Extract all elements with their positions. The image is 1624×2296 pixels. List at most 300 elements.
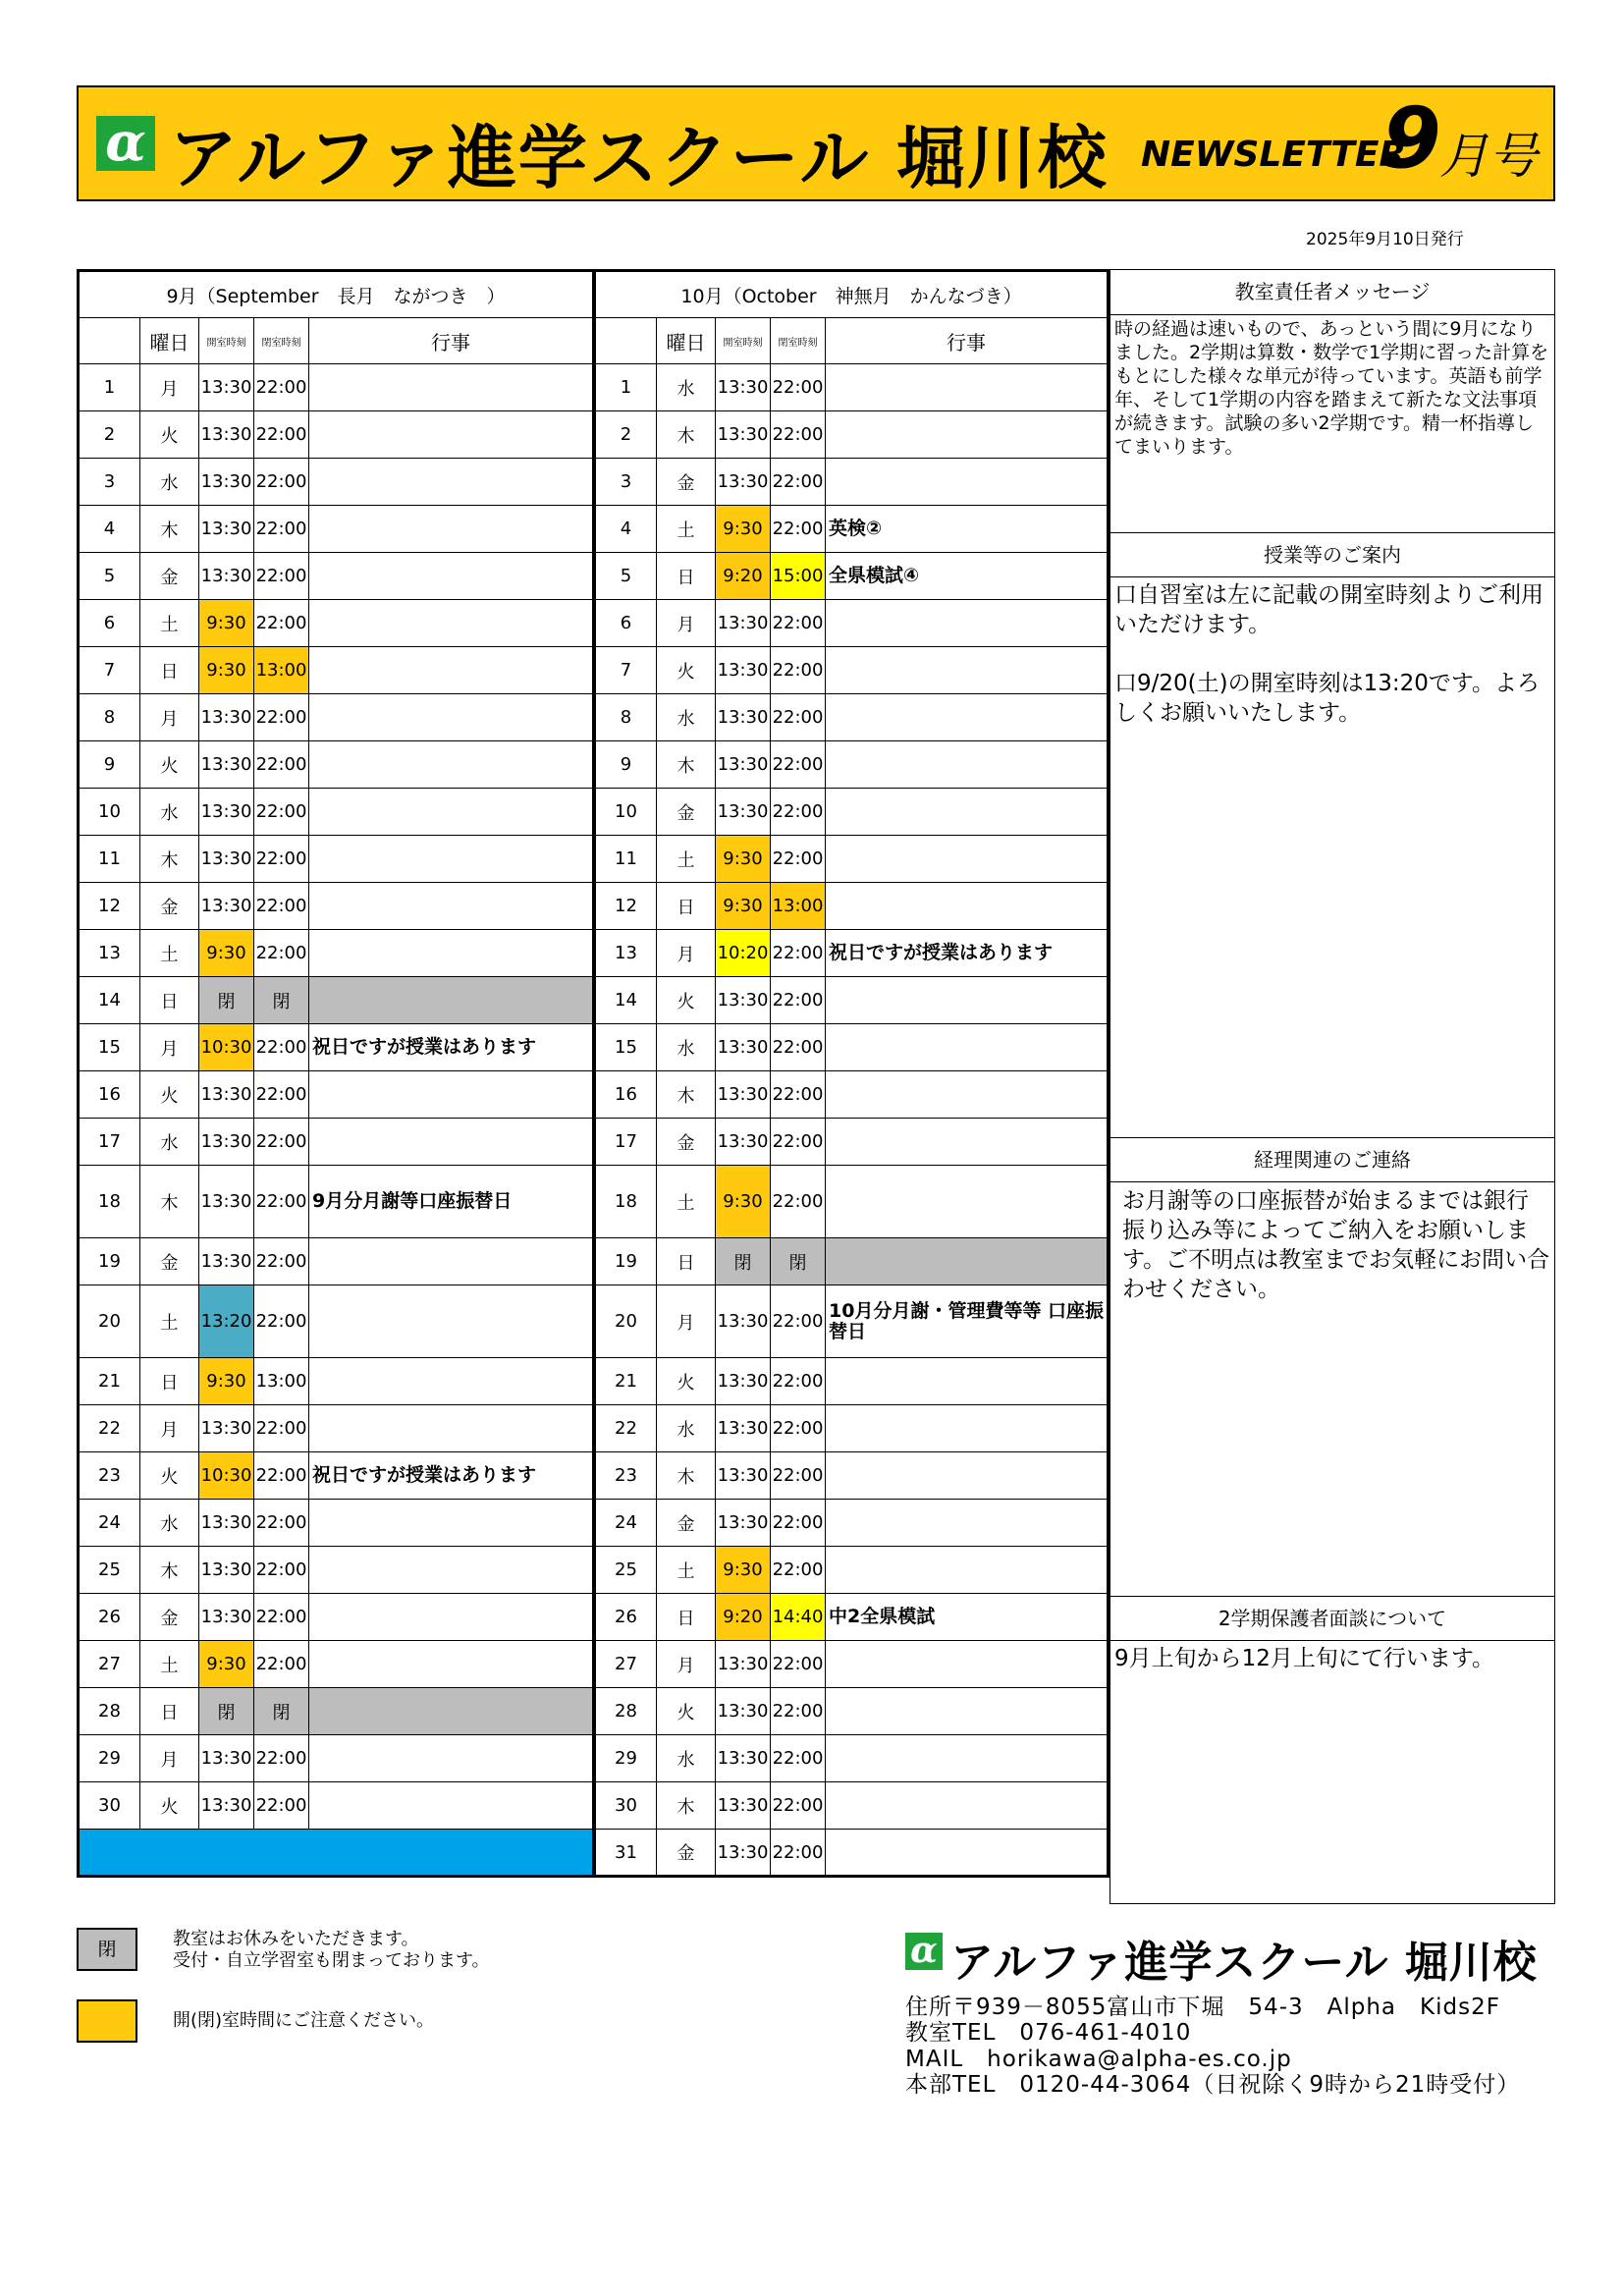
close-time: 22:00 [771,1024,826,1071]
newsletter-header [77,85,1555,201]
day-number: 13 [595,930,657,977]
meeting-title: 2学期保護者面談について [1110,1596,1554,1641]
close-time: 22:00 [771,1782,826,1830]
close-time: 22:00 [771,930,826,977]
day-number: 5 [79,553,140,600]
day-number: 30 [595,1782,657,1830]
event-text [309,1782,593,1830]
calendar-row [595,741,1109,789]
close-time: 22:00 [254,1166,309,1238]
open-time: 9:30 [716,836,771,883]
day-number: 14 [79,977,140,1024]
event-text [309,1594,593,1641]
event-text [309,789,593,836]
info-panel [1110,269,1555,1904]
weekday: 月 [657,600,716,647]
event-text [826,411,1109,459]
day-number: 25 [79,1547,140,1594]
calendar-row [595,1166,1109,1238]
day-number: 21 [595,1358,657,1405]
weekday: 火 [657,1688,716,1735]
day-number: 7 [79,647,140,694]
day-number: 8 [79,694,140,741]
weekday: 日 [657,1238,716,1285]
open-time: 13:30 [199,1500,254,1547]
month-number: 9 [1382,89,1441,188]
calendar-row [79,1071,593,1119]
weekday: 月 [140,364,199,411]
alpha-logo-icon: α [905,1933,943,1970]
day-number: 15 [79,1024,140,1071]
close-time: 22:00 [254,694,309,741]
close-time: 22:00 [771,1500,826,1547]
day-number: 1 [79,364,140,411]
day-number: 11 [79,836,140,883]
calendar-row [595,364,1109,411]
event-text [309,836,593,883]
weekday: 水 [657,364,716,411]
weekday: 土 [140,600,199,647]
weekday: 土 [657,836,716,883]
close-time: 22:00 [771,1641,826,1688]
weekday: 火 [140,741,199,789]
event-text [309,694,593,741]
close-time: 22:00 [771,647,826,694]
close-time: 22:00 [771,1285,826,1358]
open-time: 9:30 [716,1166,771,1238]
day-number: 3 [79,459,140,506]
newsletter-label: NEWSLETTER [1141,135,1407,175]
open-time: 13:30 [716,1500,771,1547]
day-header [595,318,657,364]
weekday: 水 [140,1500,199,1547]
open-time: 13:30 [716,1830,771,1877]
open-time: 9:30 [199,930,254,977]
calendar-row [79,1119,593,1166]
day-number: 27 [79,1641,140,1688]
open-time: 9:30 [716,1547,771,1594]
event-text [309,600,593,647]
event-text: 9月分月謝等口座振替日 [309,1166,593,1238]
message-body: 時の経過は速いもので、あっという間に9月になりました。2学期は算数・数学で1学期に習った計算をもとにした様々な単元が待っています。英語も前学年、そして1学期の内容を踏まえて新たな文法事項が続きます。試験の多い2学期です。精一杯指導してまいります。 [1114,318,1549,458]
close-time: 22:00 [771,1688,826,1735]
open-time: 10:20 [716,930,771,977]
open-time: 13:30 [716,741,771,789]
calendar-row [79,741,593,789]
open-time-header: 開室時刻 [199,318,254,364]
day-number: 2 [595,411,657,459]
close-time: 22:00 [254,459,309,506]
weekday: 土 [657,506,716,553]
close-time: 22:00 [771,1830,826,1877]
day-number: 3 [595,459,657,506]
event-text [309,1285,593,1358]
weekday-header: 曜日 [657,318,716,364]
close-time: 22:00 [254,1735,309,1782]
school-name: アルファ進学スクール 堀川校 [169,118,1109,198]
weekday: 木 [140,1166,199,1238]
open-time: 13:30 [716,1071,771,1119]
open-time-header: 開室時刻 [716,318,771,364]
day-number: 26 [79,1594,140,1641]
calendar-row [595,411,1109,459]
close-time: 22:00 [771,506,826,553]
day-number: 6 [79,600,140,647]
calendar-row [79,1452,593,1500]
weekday: 木 [657,1452,716,1500]
event-text [826,364,1109,411]
message-title: 教室責任者メッセージ [1110,270,1554,315]
open-time: 9:20 [716,553,771,600]
weekday: 日 [140,1688,199,1735]
day-number: 16 [595,1071,657,1119]
calendar-row [79,364,593,411]
open-time: 13:30 [199,506,254,553]
close-time: 22:00 [771,741,826,789]
close-time: 22:00 [771,1452,826,1500]
closed-legend-swatch: 閉 [77,1928,137,1971]
event-text [826,1547,1109,1594]
open-time: 9:30 [199,647,254,694]
october-rows [595,364,1109,1877]
accounting-body: お月謝等の口座振替が始まるまでは銀行振り込み等によってご納入をお願いします。ご不明点は教室までお気軽にお問い合わせください。 [1122,1188,1550,1302]
weekday: 日 [140,1358,199,1405]
september-rows [79,364,593,1877]
day-number: 15 [595,1024,657,1071]
open-time: 13:30 [716,411,771,459]
event-text [309,553,593,600]
calendar-row [595,1452,1109,1500]
open-time: 13:30 [199,1405,254,1452]
open-time: 9:30 [716,506,771,553]
close-time: 22:00 [254,1547,309,1594]
open-time: 13:30 [716,1285,771,1358]
open-time: 13:30 [716,647,771,694]
calendar-row [595,977,1109,1024]
close-time: 13:00 [254,647,309,694]
day-number: 28 [79,1688,140,1735]
close-time: 22:00 [254,506,309,553]
calendar-filler-row [79,1830,593,1877]
close-time: 22:00 [771,1735,826,1782]
event-text [826,1024,1109,1071]
calendar-row [595,1358,1109,1405]
calendar-row [595,1688,1109,1735]
close-time: 22:00 [254,364,309,411]
weekday: 木 [657,411,716,459]
day-number: 19 [79,1238,140,1285]
open-time: 13:30 [716,1641,771,1688]
close-time: 14:40 [771,1594,826,1641]
calendar-row [79,506,593,553]
weekday: 火 [140,1782,199,1830]
close-time: 22:00 [771,789,826,836]
weekday: 金 [140,553,199,600]
closed-legend-line2: 受付・自立学習室も閉まっております。 [173,1950,490,1971]
open-time: 13:30 [199,883,254,930]
open-time: 13:20 [199,1285,254,1358]
hours-legend-text: 開(閉)室時間にご注意ください。 [173,2010,435,2031]
close-time: 22:00 [254,1405,309,1452]
day-number: 21 [79,1358,140,1405]
day-number: 10 [595,789,657,836]
close-time: 閉 [771,1238,826,1285]
calendar-row [79,1166,593,1238]
weekday: 水 [657,694,716,741]
day-number: 2 [79,411,140,459]
event-text [309,1688,593,1735]
close-time: 22:00 [254,1594,309,1641]
close-time: 22:00 [771,836,826,883]
open-time: 13:30 [716,1024,771,1071]
event-text [309,364,593,411]
calendar-row [595,600,1109,647]
close-time: 22:00 [771,459,826,506]
event-text [309,1071,593,1119]
class-info-item: 口9/20(土)の開室時刻は13:20です。よろしくお願いいたします。 [1114,671,1541,726]
close-time: 閉 [254,977,309,1024]
weekday: 月 [140,1024,199,1071]
weekday: 木 [657,1071,716,1119]
day-number: 14 [595,977,657,1024]
open-time: 13:30 [199,836,254,883]
event-text [309,411,593,459]
event-text [826,1166,1109,1238]
events-header: 行事 [309,318,593,364]
weekday: 日 [657,553,716,600]
issue-date: 2025年9月10日発行 [1306,230,1464,249]
weekday: 火 [657,647,716,694]
day-number: 11 [595,836,657,883]
open-time: 13:30 [199,1735,254,1782]
close-time: 22:00 [254,1024,309,1071]
footer-hq-tel: 本部TEL 0120-44-3064（日祝除く9時から21時受付） [905,2072,1521,2098]
weekday: 水 [140,459,199,506]
calendar-row [595,883,1109,930]
close-time-header: 閉室時刻 [254,318,309,364]
day-number: 17 [79,1119,140,1166]
calendar-row [595,1119,1109,1166]
open-time: 13:30 [199,459,254,506]
alpha-logo-icon: α [96,116,155,171]
weekday: 金 [657,459,716,506]
meeting-body: 9月上旬から12月上旬にて行います。 [1114,1646,1495,1671]
calendar-row [79,836,593,883]
open-time: 13:30 [716,600,771,647]
day-number: 4 [79,506,140,553]
footer-mail: MAIL horikawa@alpha-es.co.jp [905,2047,1292,2072]
calendar-row [79,1405,593,1452]
close-time: 22:00 [254,741,309,789]
day-number: 12 [595,883,657,930]
close-time: 22:00 [254,1500,309,1547]
open-time: 13:30 [199,694,254,741]
event-text [826,1452,1109,1500]
weekday-header: 曜日 [140,318,199,364]
day-number: 23 [79,1452,140,1500]
event-text [309,1119,593,1166]
closed-legend-line1: 教室はお休みをいただきます。 [173,1929,419,1949]
calendar-row [79,459,593,506]
event-text [826,1071,1109,1119]
event-text [826,600,1109,647]
calendar-row [595,1285,1109,1358]
weekday: 土 [140,930,199,977]
calendar-row [79,1688,593,1735]
calendar-row [79,694,593,741]
event-text [826,459,1109,506]
event-text [826,1830,1109,1877]
month-word: 月号 [1439,128,1538,185]
event-text [309,1238,593,1285]
open-time: 9:30 [716,883,771,930]
event-text: 祝日ですが授業はあります [309,1024,593,1071]
event-text [826,1358,1109,1405]
weekday: 火 [140,411,199,459]
weekday: 水 [657,1405,716,1452]
open-time: 閉 [199,1688,254,1735]
close-time: 22:00 [771,1119,826,1166]
event-text [826,694,1109,741]
open-time: 13:30 [199,364,254,411]
close-time: 22:00 [254,930,309,977]
weekday: 金 [657,1830,716,1877]
day-number: 29 [79,1735,140,1782]
weekday: 水 [140,789,199,836]
close-time: 22:00 [771,977,826,1024]
footer-address: 住所〒939－8055富山市下堀 54-3 Alpha Kids2F [905,1995,1500,2020]
day-number: 18 [79,1166,140,1238]
october-calendar [593,269,1110,1878]
calendar-row [595,836,1109,883]
event-text [826,1688,1109,1735]
close-time: 22:00 [771,364,826,411]
weekday: 金 [140,883,199,930]
event-text: 全県模試④ [826,553,1109,600]
day-number: 16 [79,1071,140,1119]
weekday: 日 [140,647,199,694]
day-number: 20 [79,1285,140,1358]
event-text [309,1405,593,1452]
day-number: 20 [595,1285,657,1358]
event-text: 中2全県模試 [826,1594,1109,1641]
class-info-item: 口自習室は左に記載の開室時刻よりご利用いただけます。 [1114,582,1543,637]
open-time: 13:30 [716,1119,771,1166]
events-header: 行事 [826,318,1109,364]
open-time: 10:30 [199,1024,254,1071]
event-text [309,459,593,506]
day-number: 5 [595,553,657,600]
event-text [309,1358,593,1405]
close-time: 22:00 [771,1071,826,1119]
event-text [309,741,593,789]
weekday: 金 [657,1500,716,1547]
calendar-row [79,600,593,647]
calendar-row [79,1782,593,1830]
september-calendar [77,269,593,1878]
event-text: 祝日ですが授業はあります [826,930,1109,977]
calendar-row [595,1500,1109,1547]
event-text [826,789,1109,836]
day-number: 7 [595,647,657,694]
open-time: 閉 [716,1238,771,1285]
calendar-row [595,1547,1109,1594]
weekday: 月 [657,1641,716,1688]
open-time: 10:30 [199,1452,254,1500]
close-time: 22:00 [254,1641,309,1688]
event-text: 英検② [826,506,1109,553]
calendar-row [595,930,1109,977]
close-time: 22:00 [771,411,826,459]
footer-tel: 教室TEL 076-461-4010 [905,2020,1192,2046]
open-time: 13:30 [716,1735,771,1782]
open-time: 13:30 [199,1594,254,1641]
calendar-row [595,553,1109,600]
event-text: 10月分月謝・管理費等等 口座振替日 [826,1285,1109,1358]
calendar-row [79,977,593,1024]
weekday: 月 [140,694,199,741]
weekday: 木 [140,1547,199,1594]
close-time: 22:00 [254,789,309,836]
footer-school-name: アルファ進学スクール 堀川校 [950,1938,1538,1988]
open-time: 13:30 [199,1238,254,1285]
day-number: 28 [595,1688,657,1735]
weekday: 水 [140,1119,199,1166]
weekday: 土 [657,1166,716,1238]
accounting-title: 経理関連のご連絡 [1110,1137,1554,1182]
weekday: 木 [140,506,199,553]
open-time: 13:30 [199,1071,254,1119]
calendar-row [595,1735,1109,1782]
weekday: 土 [140,1641,199,1688]
close-time: 13:00 [771,883,826,930]
calendar-row [595,1238,1109,1285]
day-number: 24 [79,1500,140,1547]
calendar-row [595,1071,1109,1119]
weekday: 日 [140,977,199,1024]
open-time: 13:30 [716,1782,771,1830]
close-time: 22:00 [254,1782,309,1830]
event-text [309,883,593,930]
calendar-row [79,789,593,836]
open-time: 13:30 [716,1358,771,1405]
weekday: 水 [657,1024,716,1071]
day-number: 25 [595,1547,657,1594]
close-time: 22:00 [771,1358,826,1405]
day-number: 4 [595,506,657,553]
hours-legend-swatch [77,1999,137,2043]
event-text [826,1735,1109,1782]
calendar-row [79,1285,593,1358]
weekday: 金 [140,1238,199,1285]
close-time: 22:00 [254,1238,309,1285]
event-text [826,1500,1109,1547]
open-time: 13:30 [716,789,771,836]
weekday: 日 [657,1594,716,1641]
close-time: 22:00 [771,694,826,741]
close-time: 22:00 [771,1405,826,1452]
calendar-row [595,506,1109,553]
open-time: 閉 [199,977,254,1024]
event-text [309,930,593,977]
open-time: 13:30 [199,1166,254,1238]
day-number: 22 [595,1405,657,1452]
day-number: 26 [595,1594,657,1641]
open-time: 9:30 [199,1641,254,1688]
event-text [826,1119,1109,1166]
calendar-row [595,1830,1109,1877]
weekday: 金 [657,789,716,836]
